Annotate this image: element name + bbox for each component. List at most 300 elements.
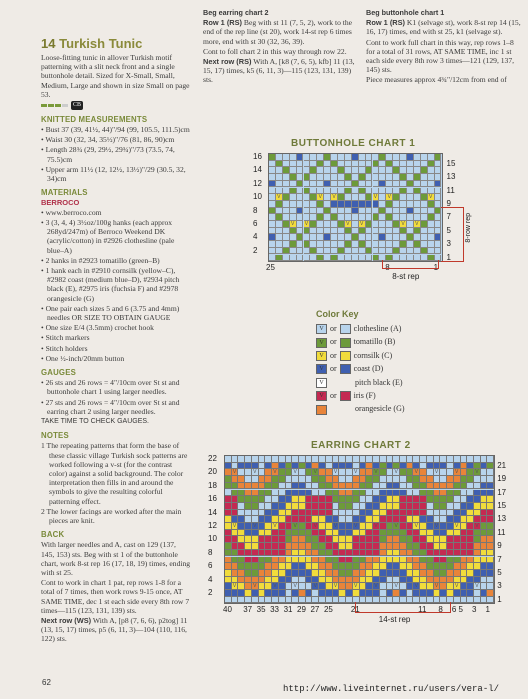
- chart2-cell: [326, 583, 333, 590]
- chart2-cell: [265, 523, 272, 530]
- chart2-cell: [407, 590, 414, 597]
- chart2-cell: [393, 557, 400, 564]
- chart2-cell: [461, 516, 468, 523]
- material-item: • Stitch markers: [41, 333, 191, 342]
- chart1-cell: [393, 241, 400, 248]
- chart2-cell: [400, 563, 407, 570]
- chart2-cell: [474, 557, 481, 564]
- chart1-cell: V: [400, 221, 407, 228]
- chart2-cell: [333, 503, 340, 510]
- chart2-cell: [299, 469, 306, 476]
- chart2-cell: [434, 456, 441, 463]
- chart1-cell: [345, 188, 352, 195]
- chart2-cell: [366, 590, 373, 597]
- chart2-cell: [225, 530, 232, 537]
- chart2-cell: [360, 550, 367, 557]
- earring-instructions: [203, 8, 358, 86]
- chart1-cell: [359, 201, 366, 208]
- brand-site[interactable]: • www.berroco.com: [41, 208, 191, 217]
- chart2-cell: [306, 510, 313, 517]
- chart1-cell: [283, 154, 290, 161]
- chart1-cell: [345, 248, 352, 255]
- chart2-cell: [306, 463, 313, 470]
- footer-url[interactable]: http://www.liveinternet.ru/users/vera-l/: [283, 684, 500, 694]
- chart2-cell: [420, 583, 427, 590]
- chart2-cell: [373, 516, 380, 523]
- chart2-cell: [400, 550, 407, 557]
- chart2-cell: [272, 597, 279, 604]
- chart1-cell: [386, 188, 393, 195]
- chart2-row-label: 21: [497, 460, 507, 470]
- chart2-row-label: 1: [497, 594, 502, 604]
- earring-heading: Beg earring chart 2: [203, 8, 269, 17]
- chart2-cell: [474, 563, 481, 570]
- chart2-cell: [467, 590, 474, 597]
- chart1-cell: [304, 208, 311, 215]
- chart1-cell: [317, 188, 324, 195]
- chart2-cell: [474, 503, 481, 510]
- chart2-cell: [225, 496, 232, 503]
- chart2-cell: [279, 483, 286, 490]
- chart2-cell: [434, 483, 441, 490]
- chart2-cell: [407, 557, 414, 564]
- chart1-cell: [386, 174, 393, 181]
- chart2-cell: [400, 490, 407, 497]
- color-key-row: [316, 404, 405, 414]
- chart1-cell: [276, 234, 283, 241]
- chart1-cell: [435, 174, 442, 181]
- chart2-cell: [279, 490, 286, 497]
- chart2-cell: [467, 476, 474, 483]
- chart2-cell: [286, 570, 293, 577]
- chart1-cell: [352, 201, 359, 208]
- chart2-cell: [319, 483, 326, 490]
- chart2-cell: [454, 510, 461, 517]
- chart2-cell: [245, 496, 252, 503]
- chart1-row-label: 3: [446, 239, 451, 249]
- chart2-cell: [265, 536, 272, 543]
- chart1-cell: [290, 188, 297, 195]
- brand-name: BERROCO: [41, 198, 80, 208]
- chart2-cell: [447, 469, 454, 476]
- chart2-cell: [380, 496, 387, 503]
- chart2-cell: [238, 570, 245, 577]
- chart2-cell: [393, 516, 400, 523]
- chart2-cell: [238, 490, 245, 497]
- chart1-cell: [386, 161, 393, 168]
- chart1-cell: [297, 234, 304, 241]
- chart2-cell: [360, 469, 367, 476]
- chart2-cell: [299, 557, 306, 564]
- chart2-cell: [434, 557, 441, 564]
- chart1-cell: [331, 248, 338, 255]
- chart2-cell: [360, 590, 367, 597]
- chart2-cell: [407, 570, 414, 577]
- earring-para-1: [203, 18, 358, 46]
- earring-para-3-label: Next row (RS): [203, 57, 252, 67]
- chart2-cell: [407, 530, 414, 537]
- chart2-cell: [360, 583, 367, 590]
- chart2-cell: [333, 536, 340, 543]
- chart2-cell: [413, 510, 420, 517]
- chart2-cell: [333, 456, 340, 463]
- chart2-cell: V: [232, 469, 239, 476]
- chart2-cell: [474, 530, 481, 537]
- chart1-cell: [373, 234, 380, 241]
- chart2-cell: [413, 516, 420, 523]
- chart2-cell: [245, 483, 252, 490]
- chart1-cell: [304, 188, 311, 195]
- chart2-cell: [454, 570, 461, 577]
- chart2-cell: [339, 476, 346, 483]
- chart2-cell: [353, 476, 360, 483]
- color-swatch-v-icon: V: [316, 391, 327, 401]
- chart2-cell: [286, 597, 293, 604]
- chart1-cell: [324, 221, 331, 228]
- chart2-cell: [232, 570, 239, 577]
- chart2-cell: [434, 590, 441, 597]
- chart1-cell: [379, 174, 386, 181]
- chart2-cell: [245, 597, 252, 604]
- chart1-side-bracket: [441, 207, 464, 263]
- chart2-cell: [326, 523, 333, 530]
- chart2-cell: [279, 597, 286, 604]
- chart2-cell: [420, 530, 427, 537]
- chart2-cell: [373, 577, 380, 584]
- chart2-cell: [339, 590, 346, 597]
- chart2-cell: [286, 490, 293, 497]
- chart1-cell: [345, 194, 352, 201]
- chart1-cell: [393, 221, 400, 228]
- color-swatch-v-icon: V: [316, 364, 327, 374]
- chart2-cell: [481, 516, 488, 523]
- chart2-cell: [259, 503, 266, 510]
- color-swatch-icon: [340, 364, 351, 374]
- chart2-cell: [427, 577, 434, 584]
- chart2-cell: [487, 557, 494, 564]
- chart2-cell: V: [312, 469, 319, 476]
- chart2-cell: [306, 516, 313, 523]
- chart2-cell: [279, 530, 286, 537]
- chart2-cell: [407, 483, 414, 490]
- chart2-cell: [346, 490, 353, 497]
- chart2-cell: [333, 483, 340, 490]
- chart2-cell: [353, 536, 360, 543]
- chart2-cell: [333, 550, 340, 557]
- chart1-cell: [414, 161, 421, 168]
- chart2-cell: [360, 503, 367, 510]
- chart2-cell: [447, 536, 454, 543]
- material-item: • One pair each sizes 5 and 6 (3.75 and 4mm) needles OR SIZE TO OBTAIN GAUGE: [41, 304, 191, 322]
- chart2-cell: [319, 496, 326, 503]
- chart1-cell: [331, 201, 338, 208]
- chart2-cell: [238, 463, 245, 470]
- chart2-cell: [407, 563, 414, 570]
- chart2-cell: [238, 563, 245, 570]
- chart2-cell: [225, 557, 232, 564]
- chart1-cell: [428, 181, 435, 188]
- chart1-cell: [366, 201, 373, 208]
- color-key-or: or: [330, 324, 337, 333]
- chart2-cell: [474, 536, 481, 543]
- chart1-cell: [310, 174, 317, 181]
- chart1-cell: [379, 167, 386, 174]
- chart1-cell: [366, 221, 373, 228]
- chart2-cell: [265, 530, 272, 537]
- chart1-cell: [283, 174, 290, 181]
- chart1-cell: [317, 228, 324, 235]
- chart1-cell: [317, 161, 324, 168]
- chart2-cell: [387, 557, 394, 564]
- chart2-row-label: 7: [497, 554, 502, 564]
- chart2-cell: [434, 563, 441, 570]
- chart1-cell: [338, 154, 345, 161]
- chart2-cell: [434, 530, 441, 537]
- chart2-cell: [360, 543, 367, 550]
- chart1-cell: [283, 228, 290, 235]
- chart2-cell: V: [292, 523, 299, 530]
- chart2-cell: [312, 456, 319, 463]
- chart2-row-label: 12: [208, 521, 217, 530]
- chart2-cell: [467, 530, 474, 537]
- chart2-cell: [481, 490, 488, 497]
- chart1-cell: [400, 161, 407, 168]
- chart2-cell: [299, 577, 306, 584]
- chart2-cell: [299, 503, 306, 510]
- chart1-cell: [304, 234, 311, 241]
- chart2-cell: [259, 496, 266, 503]
- chart2-cell: [440, 530, 447, 537]
- chart2-cell: [461, 503, 468, 510]
- chart2-cell: [225, 597, 232, 604]
- chart2-cell: [292, 543, 299, 550]
- chart2-cell: [380, 483, 387, 490]
- chart2-cell: [393, 483, 400, 490]
- chart2-cell: [326, 490, 333, 497]
- chart2-cell: [279, 570, 286, 577]
- chart2-cell: [312, 496, 319, 503]
- chart1-cell: [414, 167, 421, 174]
- chart2-cell: [306, 490, 313, 497]
- chart2-cell: [400, 483, 407, 490]
- chart1-cell: [379, 154, 386, 161]
- chart2-cell: [447, 583, 454, 590]
- chart2-cell: [306, 550, 313, 557]
- chart2-cell: [299, 476, 306, 483]
- chart1-cell: [324, 167, 331, 174]
- chart1-cell: [269, 188, 276, 195]
- chart1-cell: [359, 208, 366, 215]
- chart1-cell: [373, 255, 380, 262]
- chart2-col-label: 3: [472, 605, 477, 615]
- chart2-cell: [245, 463, 252, 470]
- chart2-cell: [259, 577, 266, 584]
- chart2-cell: [232, 483, 239, 490]
- chart2-cell: [306, 456, 313, 463]
- color-swatch-v-icon: V: [316, 338, 327, 348]
- chart2-cell: [447, 516, 454, 523]
- color-swatch-icon: [340, 391, 351, 401]
- chart2-cell: [232, 516, 239, 523]
- chart1-cell: [283, 167, 290, 174]
- chart2-cell: [400, 456, 407, 463]
- chart2-cell: [413, 543, 420, 550]
- chart2-cell: [339, 463, 346, 470]
- chart2-cell: [272, 577, 279, 584]
- chart2-cell: [393, 590, 400, 597]
- chart2-cell: [353, 557, 360, 564]
- chart2-cell: [353, 577, 360, 584]
- chart2-cell: [346, 583, 353, 590]
- chart1-cell: [297, 208, 304, 215]
- color-key-label: orangesicle (G): [355, 404, 405, 414]
- color-swatch-icon: [340, 338, 351, 348]
- chart1-cell: [283, 214, 290, 221]
- chart1-cell: [407, 241, 414, 248]
- chart2-cell: [319, 597, 326, 604]
- chart2-cell: [440, 490, 447, 497]
- chart2-cell: [447, 490, 454, 497]
- chart2-cell: [440, 456, 447, 463]
- chart2-cell: [474, 597, 481, 604]
- chart2-cell: [339, 570, 346, 577]
- chart1-cell: [269, 201, 276, 208]
- chart2-cell: [413, 490, 420, 497]
- chart1-cell: [428, 234, 435, 241]
- chart2-cell: [461, 530, 468, 537]
- chart2-cell: [346, 577, 353, 584]
- chart2-cell: [393, 577, 400, 584]
- chart1-cell: [304, 194, 311, 201]
- chart1-row-label: 12: [253, 178, 262, 188]
- chart2-cell: [440, 583, 447, 590]
- chart1-cell: [366, 255, 373, 262]
- chart1-cell: [386, 214, 393, 221]
- chart1-cell: [324, 174, 331, 181]
- chart2-cell: [265, 597, 272, 604]
- chart1-cell: [352, 234, 359, 241]
- chart2-cell: [279, 577, 286, 584]
- chart1-cell: [269, 181, 276, 188]
- chart2-cell: [434, 463, 441, 470]
- chart1-cell: [428, 167, 435, 174]
- chart2-col-label: 33: [270, 605, 280, 615]
- chart2-cell: [245, 536, 252, 543]
- chart2-cell: [286, 550, 293, 557]
- chart2-col-label: 29: [297, 605, 306, 615]
- chart2-cell: [225, 510, 232, 517]
- chart2-cell: [420, 523, 427, 530]
- chart1-cell: [310, 181, 317, 188]
- chart2-cell: [232, 577, 239, 584]
- chart2-cell: V: [353, 469, 360, 476]
- material-item: • 3 (3, 4, 4) 3½oz/100g hanks (each approx 268yd/247m) of Berroco Weekend DK (acrylic/cotton) in #2926 clothesline (pale blue–A): [41, 218, 191, 255]
- chart2-cell: [299, 536, 306, 543]
- chart1-cell: [393, 228, 400, 235]
- chart2-cell: [286, 583, 293, 590]
- chart2-cell: [387, 456, 394, 463]
- chart2-cell: [360, 563, 367, 570]
- chart2-cell: [461, 570, 468, 577]
- chart2-cell: [279, 563, 286, 570]
- chart2-cell: [407, 503, 414, 510]
- chart2-row-label: 15: [497, 500, 507, 510]
- chart2-cell: [339, 583, 346, 590]
- chart2-cell: [481, 577, 488, 584]
- chart1-cell: [373, 241, 380, 248]
- chart2-cell: [420, 490, 427, 497]
- chart2-cell: [413, 577, 420, 584]
- back-para-3-label: Next row (WS): [41, 616, 92, 626]
- chart2-cell: [272, 536, 279, 543]
- chart2-cell: [346, 483, 353, 490]
- chart1-cell: [428, 221, 435, 228]
- chart2-cell: [461, 557, 468, 564]
- chart2-cell: [339, 557, 346, 564]
- back-para-3-text: With A, [p8 (7, 6, 6), p2tog] 11 (13, 15, 17) times, p5 (6, 11, 3)—104 (110, 116, 122) sts.: [41, 616, 188, 644]
- chart2-cell: [387, 469, 394, 476]
- chart1-cell: [324, 255, 331, 262]
- chart1-cell: [373, 188, 380, 195]
- chart2-cell: [225, 483, 232, 490]
- chart2-cell: [366, 523, 373, 530]
- chart1-cell: [338, 228, 345, 235]
- chart1-cell: [407, 221, 414, 228]
- chart1-cell: [421, 188, 428, 195]
- color-swatch-icon: [340, 324, 351, 334]
- chart2-cell: [427, 483, 434, 490]
- chart2-cell: [387, 463, 394, 470]
- chart2-cell: [245, 456, 252, 463]
- chart2-cell: [292, 516, 299, 523]
- chart1-cell: [414, 228, 421, 235]
- chart2-cell: [380, 563, 387, 570]
- chart1-cell: [297, 194, 304, 201]
- chart2-cell: [373, 456, 380, 463]
- chart1-cell: [324, 154, 331, 161]
- chart2-cell: [487, 550, 494, 557]
- chart2-cell: [312, 503, 319, 510]
- chart1-cell: [386, 154, 393, 161]
- chart2-cell: [434, 510, 441, 517]
- chart2-cell: [447, 456, 454, 463]
- chart1-cell: [400, 188, 407, 195]
- chart2-cell: [461, 456, 468, 463]
- chart1-cell: [310, 201, 317, 208]
- chart1-cell: [290, 208, 297, 215]
- chart2-cell: [387, 577, 394, 584]
- chart1-cell: [331, 255, 338, 262]
- chart2-cell: [333, 490, 340, 497]
- chart1-cell: [317, 234, 324, 241]
- chart1-cell: [345, 208, 352, 215]
- chart2-cell: [366, 563, 373, 570]
- chart2-cell: [407, 583, 414, 590]
- earring-para-1-text: Beg with st 11 (7, 5, 2), work to the end of the rep line (st 20), work 14-st rep 6 times more, end with st 30 (32, 36, 39).: [203, 18, 353, 46]
- chart2-cell: [380, 503, 387, 510]
- chart1-cell: [304, 174, 311, 181]
- chart2-cell: [440, 536, 447, 543]
- materials-heading: MATERIALS: [41, 188, 88, 198]
- measure-item: • Waist 30 (32, 34, 35½)"/76 (81, 86, 90)cm: [41, 135, 191, 144]
- chart1-cell: [407, 154, 414, 161]
- chart2-cell: [407, 543, 414, 550]
- material-item: • 1 hank each in #2910 cornsilk (yellow–C), #2982 coast (medium blue–D), #2934 pitch black (E), #2975 iris (fuchsia F) and #2978 orangesicle (G): [41, 266, 191, 303]
- chart2-cell: [339, 597, 346, 604]
- chart2-cell: [272, 516, 279, 523]
- chart1-cell: [407, 188, 414, 195]
- chart2-row-label: 2: [208, 588, 213, 597]
